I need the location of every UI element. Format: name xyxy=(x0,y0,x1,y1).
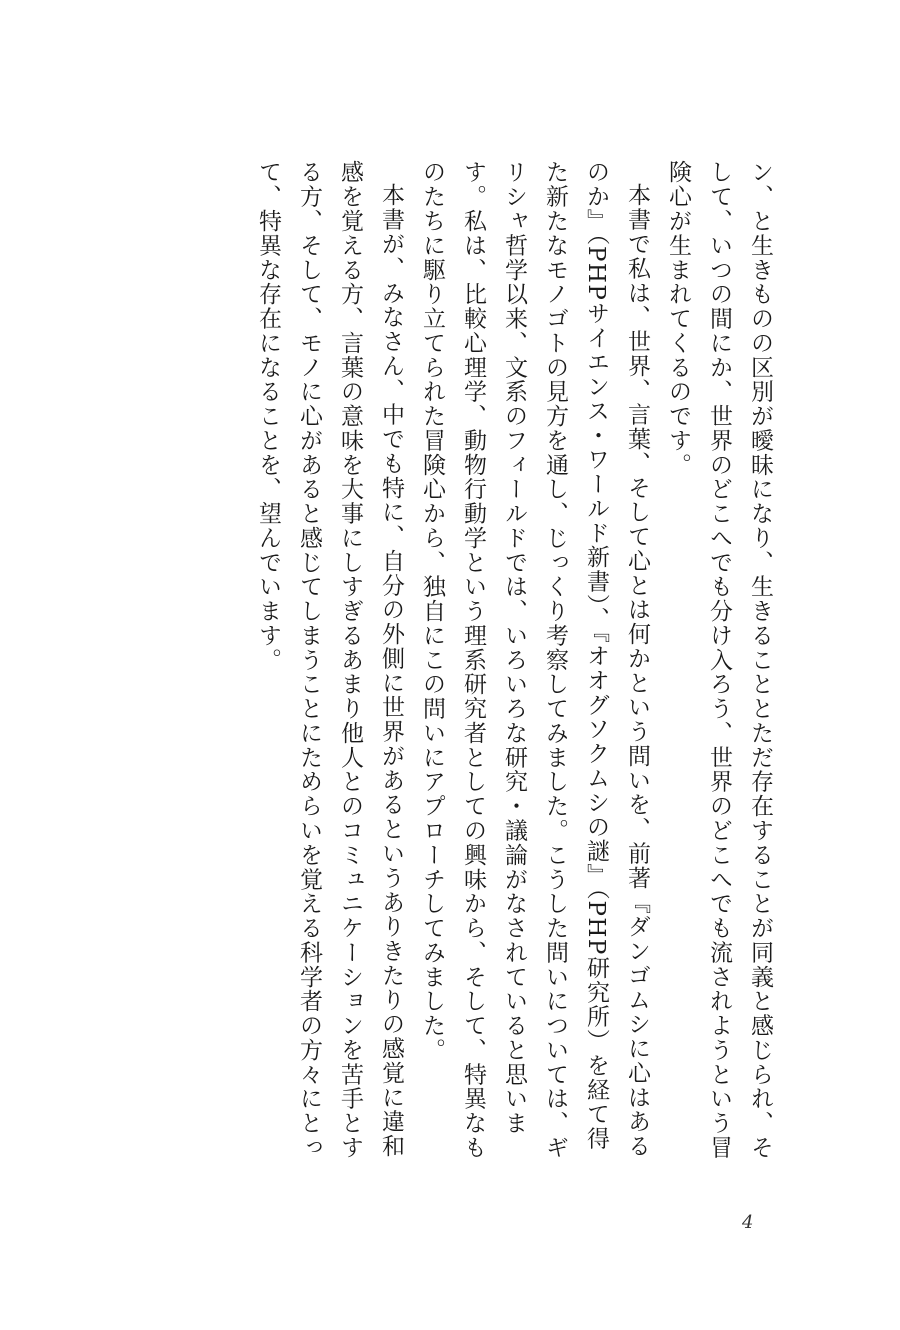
paragraph-reader-wish: 本書が、みなさん、中でも特に、自分の外側に世界があるというありきたりの感覚に違和感を覚える方、言葉の意味を大事にしすぎるあまり他人とのコミュニケーションを苦手とする方、そして、モノに心があると感じてしまうことにためらいを覚える科学者の方々にとって、特異な存在になることを、望んでいます。 xyxy=(255,160,404,1160)
page-number: 4 xyxy=(742,1212,754,1233)
paragraph-book-purpose: 本書で私は、世界、言葉、そして心とは何かという問いを、前著『ダンゴムシに心はあるのか』（PHPサイエンス・ワールド新書）、『オオグソクムシの謎』（PHP研究所）を経て得た新たなモノゴトの見方を通し、じっくり考察してみました。こうした問いについては、ギリシャ哲学以来、文系のフィールドでは、いろいろな研究・議論がなされていると思います。私は、比較心理学、動物行動学という理系研究者としての興味から、そして、特異なものたちに駆り立てられた冒険心から、独自にこの問いにアプローチしてみました。 xyxy=(419,160,650,1160)
vertical-body-text xyxy=(247,160,780,1170)
paragraph-continued: ン、と生きものの区別が曖昧になり、生きることとただ存在することが同義と感じられ、そして、いつの間にか、世界のどこへでも分け入ろう、世界のどこへでも流されようという冒険心が生まれてくるのです。 xyxy=(665,160,773,1160)
